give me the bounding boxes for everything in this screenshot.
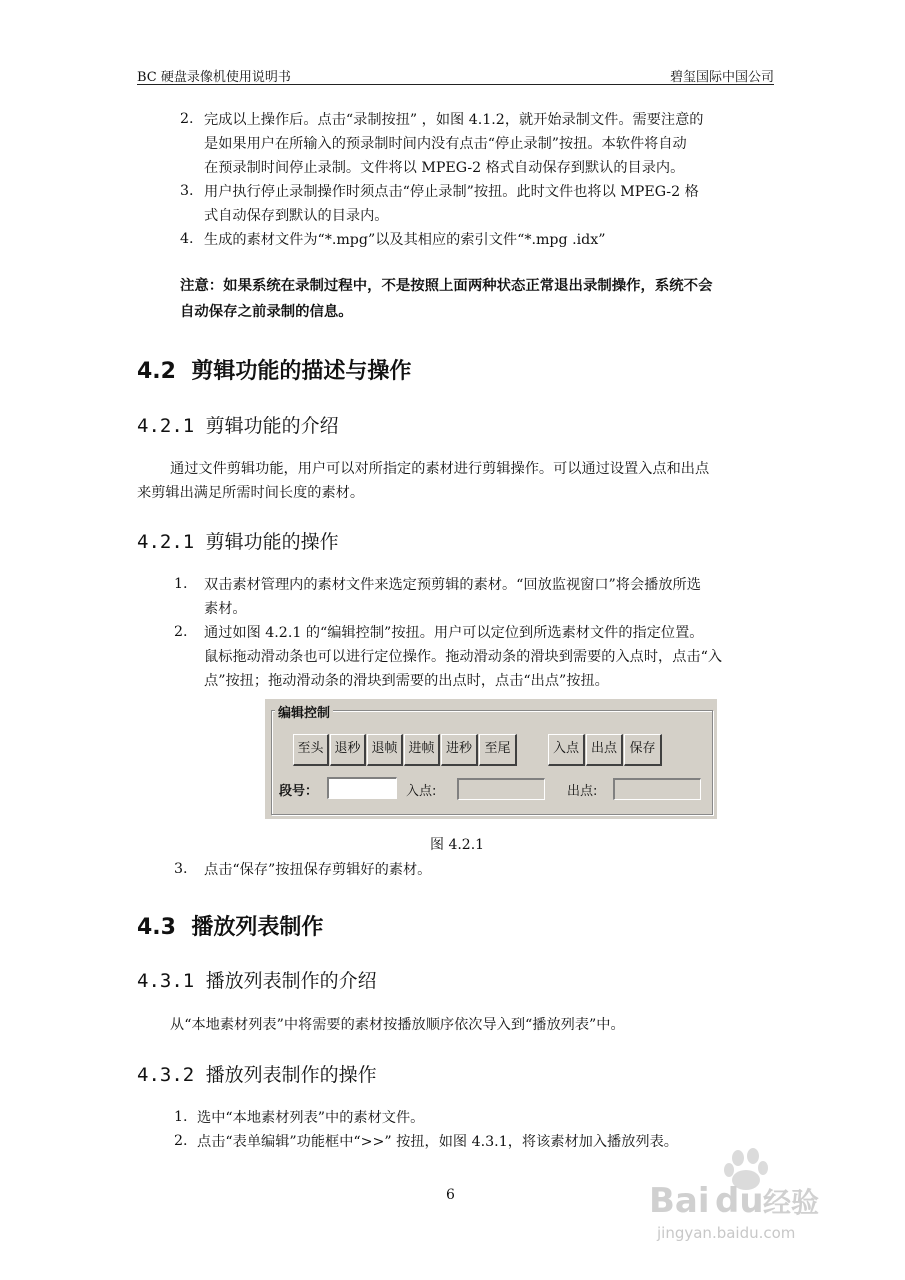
go-to-end-button[interactable]: 至尾 [479, 734, 517, 766]
text-line: 式自动保存到默认的目录内。 [204, 208, 389, 224]
save-button[interactable]: 保存 [624, 734, 662, 766]
list-item [197, 1106, 424, 1130]
text-line: 点”按扭；拖动滑动条的滑块到需要的出点时，点击“出点”按扭。 [204, 673, 609, 689]
list-number: 1. [174, 576, 188, 592]
svg-text:经验: 经验 [763, 1186, 820, 1219]
in-point-label: 入点: [406, 784, 437, 799]
figure-caption: 图 4.2.1 [430, 837, 485, 853]
text-line: 鼠标拖动滑动条也可以进行定位操作。拖动滑动条的滑块到需要的入点时，点击“入 [204, 649, 723, 665]
list-number: 4. [180, 231, 194, 247]
text-line: 是如果用户在所输入的预录制时间内没有点击“停止录制”按扭。本软件将自动 [204, 136, 687, 152]
paw-logo-icon [643, 1148, 843, 1248]
list-item [204, 621, 722, 693]
forward-second-button[interactable]: 进秒 [441, 734, 478, 766]
subsection-heading: 4.3.1 播放列表制作的介绍 [137, 970, 377, 992]
out-point-label: 出点: [567, 784, 598, 799]
svg-text:du: du [715, 1181, 764, 1221]
text-line: 通过文件剪辑功能，用户可以对所指定的素材进行剪辑操作。可以通过设置入点和出点 [170, 461, 710, 477]
warning-note [180, 273, 770, 325]
header-company: 碧玺国际中国公司 [669, 70, 774, 85]
text-line: 生成的素材文件为“*.mpg”以及其相应的索引文件“*.mpg .idx” [204, 232, 606, 248]
list-item [204, 180, 699, 228]
svg-text:Bai: Bai [649, 1181, 710, 1221]
list-item [204, 108, 703, 180]
out-point-field [613, 778, 701, 800]
page-header [137, 62, 774, 85]
segment-number-input[interactable] [327, 777, 397, 799]
list-number: 2. [174, 624, 188, 640]
text-line: 完成以上操作后。点击“录制按扭” ，如图 4.1.2，就开始录制文件。需要注意的 [204, 112, 704, 128]
list-number: 3. [174, 861, 188, 877]
svg-text:jingyan.baidu.com: jingyan.baidu.com [657, 1224, 796, 1242]
text-line: 通过如图 4.2.1 的“编辑控制”按扭。用户可以定位到所选素材文件的指定位置。 [204, 625, 704, 641]
header-doc-title: BC 硬盘录像机使用说明书 [137, 70, 291, 85]
paragraph: 从“本地素材列表”中将需要的素材按播放顺序依次导入到“播放列表”中。 [170, 1017, 625, 1033]
mark-out-button[interactable]: 出点 [586, 734, 623, 766]
segment-label: 段号： [279, 784, 319, 799]
list-number: 1. [174, 1109, 188, 1125]
go-to-start-button[interactable]: 至头 [293, 734, 329, 766]
paragraph [137, 457, 780, 505]
back-second-button[interactable]: 退秒 [330, 734, 366, 766]
mark-in-button[interactable]: 入点 [548, 734, 585, 766]
subsection-heading: 4.2.1 剪辑功能的操作 [137, 531, 339, 553]
list-item [204, 228, 605, 252]
text-line: 素材。 [204, 601, 247, 617]
baidu-watermark [643, 1148, 843, 1248]
list-item [197, 1130, 678, 1154]
text-line: 注意：如果系统在录制过程中，不是按照上面两种状态正常退出录制操作，系统不会 [180, 277, 713, 294]
list-number: 2. [174, 1133, 188, 1149]
in-point-field [457, 778, 545, 800]
text-line: 来剪辑出满足所需时间长度的素材。 [137, 485, 365, 501]
text-line: 点击“表单编辑”功能框中“>>” 按扭，如图 4.3.1，将该素材加入播放列表。 [197, 1134, 678, 1150]
list-item [204, 573, 701, 621]
list-item [204, 858, 431, 882]
text-line: 双击素材管理内的素材文件来选定预剪辑的素材。“回放监视窗口”将会播放所选 [204, 577, 701, 593]
list-number: 2. [180, 111, 194, 127]
text-line: 自动保存之前录制的信息。 [180, 303, 353, 320]
forward-frame-button[interactable]: 进帧 [404, 734, 440, 766]
subsection-heading: 4.2.1 剪辑功能的介绍 [137, 415, 339, 437]
subsection-heading: 4.3.2 播放列表制作的操作 [137, 1064, 377, 1086]
text-line: 选中“本地素材列表”中的素材文件。 [197, 1110, 425, 1126]
back-frame-button[interactable]: 退帧 [367, 734, 403, 766]
groupbox-title: 编辑控制 [275, 702, 333, 721]
section-heading: 4.3 播放列表制作 [137, 915, 324, 940]
text-line: 点击“保存”按扭保存剪辑好的素材。 [204, 862, 432, 878]
page-number: 6 [446, 1187, 455, 1203]
list-number: 3. [180, 183, 194, 199]
text-line: 在预录制时间停止录制。文件将以 MPEG-2 格式自动保存到默认的目录内。 [204, 160, 685, 176]
text-line: 用户执行停止录制操作时须点击“停止录制”按扭。此时文件也将以 MPEG-2 格 [204, 184, 699, 200]
section-heading: 4.2 剪辑功能的描述与操作 [137, 359, 412, 384]
